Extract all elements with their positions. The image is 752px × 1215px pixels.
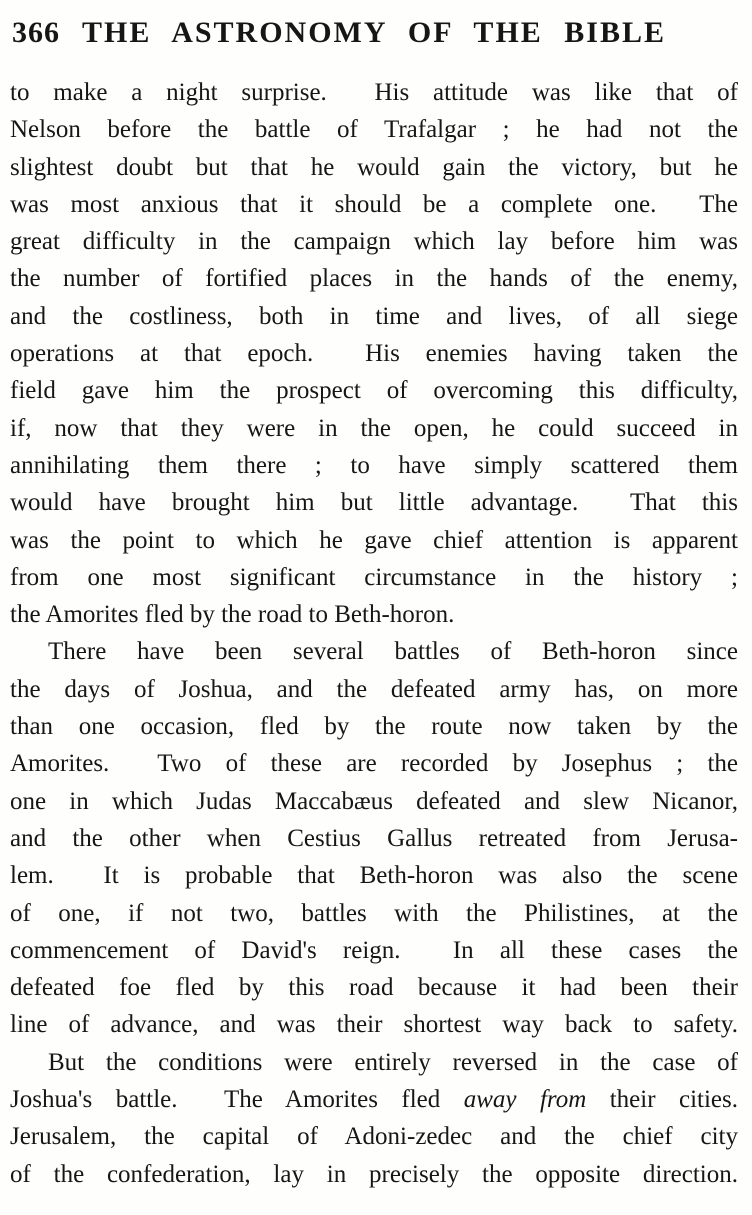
paragraph xyxy=(10,633,738,1043)
text-segment: line of advance, and was their shortest way back to safety. xyxy=(10,1011,738,1039)
text-line xyxy=(10,708,738,745)
text-segment: Amorites. Two of these are recorded by Josephus ; the xyxy=(10,750,738,778)
text-segment: Jerusalem, the capital of Adoni-zedec and the chief city xyxy=(10,1123,738,1151)
text-segment: to make a night surprise. His attitude was like that of xyxy=(10,79,738,106)
text-segment: But the conditions were entirely reversed in the case of xyxy=(48,1048,738,1076)
page-number: 366 xyxy=(12,16,60,49)
text-line xyxy=(10,335,738,372)
text-segment: annihilating them there ; to have simply scattered them xyxy=(10,451,738,479)
text-line xyxy=(10,298,738,335)
text-segment: lem. It is probable that Beth-horon was also the scene xyxy=(10,862,738,890)
text-line xyxy=(10,74,738,111)
page-body xyxy=(10,74,738,1193)
text-line xyxy=(10,149,738,186)
text-line xyxy=(10,186,738,223)
text-line xyxy=(10,745,738,782)
text-segment: Nelson before the battle of Trafalgar ; he had not the xyxy=(10,116,738,144)
text-segment: than one occasion, fled by the route now taken by the xyxy=(10,713,738,741)
text-segment: and the costliness, both in time and lives, of all siege xyxy=(10,302,738,330)
text-line xyxy=(10,671,738,708)
text-line xyxy=(10,1156,738,1193)
text-line xyxy=(10,1118,738,1155)
text-segment: the days of Joshua, and the defeated army has, on more xyxy=(10,675,738,703)
text-segment: from one most significant circumstance in the history ; xyxy=(10,563,738,591)
text-segment: their cities. xyxy=(586,1086,738,1114)
text-line xyxy=(10,372,738,409)
text-line xyxy=(10,783,738,820)
text-segment: would have brought him but little advantage. That this xyxy=(10,489,738,517)
text-line xyxy=(10,484,738,521)
text-segment: one in which Judas Maccabæus defeated and slew Nicanor, xyxy=(10,787,738,815)
paragraph xyxy=(10,1044,738,1193)
text-segment: operations at that epoch. His enemies having taken the xyxy=(10,340,738,368)
text-segment: was the point to which he gave chief attention is apparent xyxy=(10,526,738,554)
text-line xyxy=(10,559,738,596)
text-line xyxy=(10,260,738,297)
text-line xyxy=(10,596,738,633)
text-line xyxy=(10,932,738,969)
text-segment: field gave him the prospect of overcoming this difficulty, xyxy=(10,377,738,405)
paragraph xyxy=(10,74,738,633)
text-line xyxy=(10,969,738,1006)
text-line xyxy=(10,111,738,148)
text-line xyxy=(10,895,738,932)
text-segment: and the other when Cestius Gallus retreated from Jerusa- xyxy=(10,824,738,852)
text-segment: the number of fortified places in the hands of the enemy, xyxy=(10,265,738,293)
page-header xyxy=(10,16,738,52)
text-segment: great difficulty in the campaign which lay before him was xyxy=(10,228,738,256)
text-segment: if, now that they were in the open, he could succeed in xyxy=(10,414,738,442)
text-segment: defeated foe fled by this road because it had been their xyxy=(10,974,738,1002)
text-line xyxy=(10,1081,738,1118)
text-line xyxy=(10,1044,738,1081)
text-segment: slightest doubt but that he would gain the victory, but he xyxy=(10,153,738,181)
text-segment: of the confederation, lay in precisely the opposite direction. xyxy=(10,1160,738,1188)
text-line xyxy=(10,820,738,857)
text-segment: was most anxious that it should be a complete one. The xyxy=(10,190,738,218)
text-line xyxy=(10,633,738,670)
text-line xyxy=(10,223,738,260)
text-segment: Joshua's battle. The Amorites fled xyxy=(10,1086,464,1114)
text-segment: of one, if not two, battles with the Philistines, at the xyxy=(10,899,738,927)
italic-text: away from xyxy=(463,1086,587,1114)
text-line xyxy=(10,410,738,447)
text-line xyxy=(10,857,738,894)
text-segment: the Amorites fled by the road to Beth-horon. xyxy=(10,601,455,629)
text-segment: commencement of David's reign. In all these cases the xyxy=(10,936,738,964)
text-line xyxy=(10,1006,738,1043)
text-line xyxy=(10,447,738,484)
running-title: THE ASTRONOMY OF THE BIBLE xyxy=(82,16,666,49)
text-segment: There have been several battles of Beth-horon since xyxy=(48,638,738,666)
text-line xyxy=(10,522,738,559)
